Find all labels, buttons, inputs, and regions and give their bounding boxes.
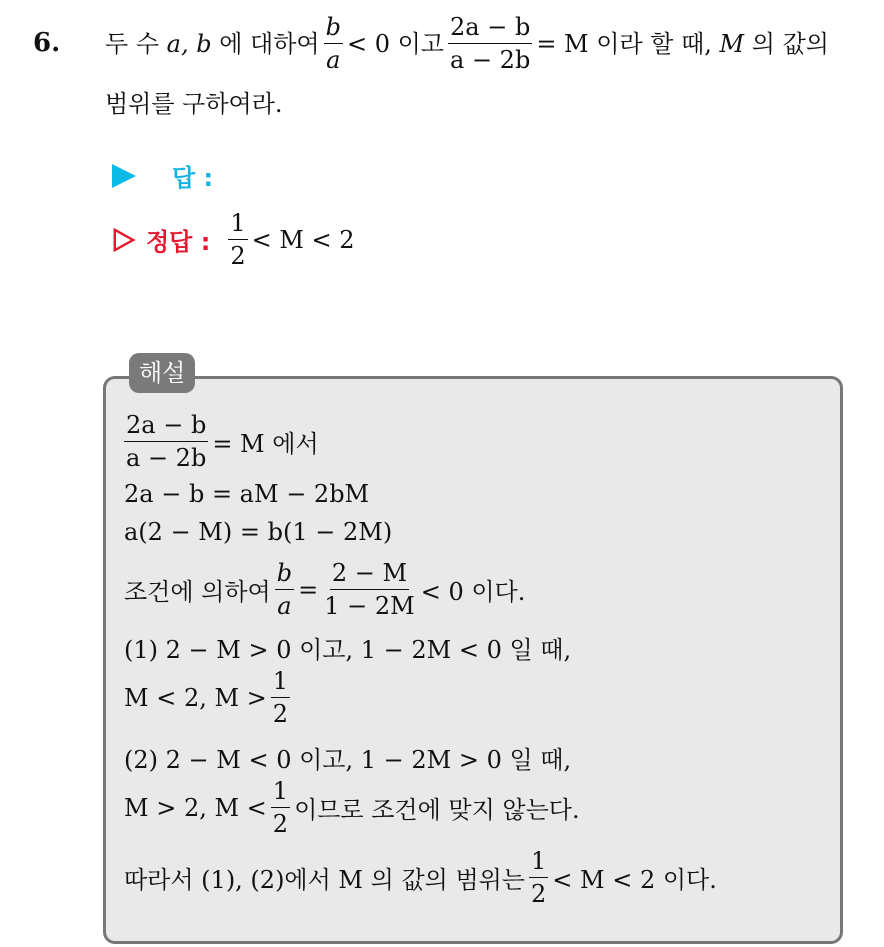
condition-rhs: < 0 (346, 29, 390, 58)
condition-numerator: b (324, 14, 343, 44)
ex8-denominator: 2 (272, 810, 289, 839)
condition-fraction (324, 14, 343, 74)
ex6-denominator: 2 (272, 700, 289, 729)
ex4-equals: = (298, 575, 319, 604)
explanation-line-6 (124, 668, 294, 728)
explanation-line-9 (124, 848, 717, 908)
m-fraction-denominator: a − 2b (450, 46, 531, 75)
m-fraction-numerator: 2a − b (448, 14, 532, 44)
ex6-numerator: 1 (271, 668, 290, 698)
play-outline-icon (112, 228, 136, 252)
ex1-numerator: 2a − b (124, 412, 208, 442)
explanation-line-2: 2a − b = aM − 2bM (124, 480, 370, 508)
problem-m-var: M (719, 29, 745, 58)
ex8-pre: M > 2, M < (124, 793, 267, 822)
ex9-rest: < M < 2 이다. (552, 866, 717, 895)
correct-answer-label: 정답 : (146, 228, 211, 257)
explanation-line-3: a(2 − M) = b(1 − 2M) (124, 518, 393, 546)
m-fraction (448, 14, 532, 74)
problem-text-and: 이고 (397, 29, 444, 58)
ex6-fraction (271, 668, 290, 728)
ex1-denominator: a − 2b (126, 444, 207, 473)
answer-row (112, 158, 213, 193)
explanation-line-8 (124, 778, 580, 838)
ex6-pre: M < 2, M > (124, 683, 267, 712)
problem-number: 6. (33, 28, 61, 58)
problem-text-when: 이라 할 때, (596, 29, 712, 58)
ex1-rest: = M 에서 (212, 430, 319, 459)
ex8-fraction (271, 778, 290, 838)
ex4-f2-numerator: 2 − M (330, 560, 409, 590)
problem-statement (105, 14, 829, 74)
problem-text-pre: 두 수 (105, 29, 159, 58)
play-icon (112, 164, 136, 188)
correct-answer-value (224, 210, 354, 270)
ex4-pre: 조건에 의하여 (124, 578, 271, 607)
ex4-rest: < 0 이다. (420, 578, 526, 607)
ex4-f1-denominator: a (277, 592, 292, 621)
problem-text-of: 의 값의 (751, 29, 829, 58)
ex9-pre: 따라서 (1), (2)에서 M 의 값의 범위는 (124, 866, 525, 895)
problem-vars: a, b (166, 29, 212, 58)
ex9-numerator: 1 (529, 848, 548, 878)
problem-text-for: 에 대하여 (219, 29, 320, 58)
correct-frac-numerator: 1 (228, 210, 247, 240)
ex4-fraction-1 (275, 560, 294, 620)
answer-label: 답 : (172, 164, 214, 192)
ex8-rest: 이므로 조건에 맞지 않는다. (294, 796, 580, 825)
ex9-denominator: 2 (531, 880, 547, 909)
correct-answer-row (112, 210, 355, 270)
explanation-line-7: (2) 2 − M < 0 이고, 1 − 2M > 0 일 때, (124, 746, 572, 774)
ex4-f2-denominator: 1 − 2M (324, 592, 415, 621)
m-equals: = M (536, 29, 589, 58)
ex4-f1-numerator: b (275, 560, 294, 590)
correct-answer-rest: < M < 2 (251, 225, 355, 254)
problem-line-2: 범위를 구하여라. (105, 90, 283, 118)
correct-frac-denominator: 2 (230, 242, 246, 271)
ex8-numerator: 1 (271, 778, 290, 808)
explanation-line-1 (124, 412, 319, 472)
condition-denominator: a (326, 46, 341, 75)
ex1-fraction (124, 412, 208, 472)
ex9-fraction (529, 848, 548, 908)
explanation-tab: 해설 (129, 353, 195, 393)
ex4-fraction-2 (322, 560, 416, 620)
explanation-line-5: (1) 2 − M > 0 이고, 1 − 2M < 0 일 때, (124, 636, 572, 664)
explanation-line-4 (124, 560, 525, 620)
correct-answer-fraction (228, 210, 247, 270)
